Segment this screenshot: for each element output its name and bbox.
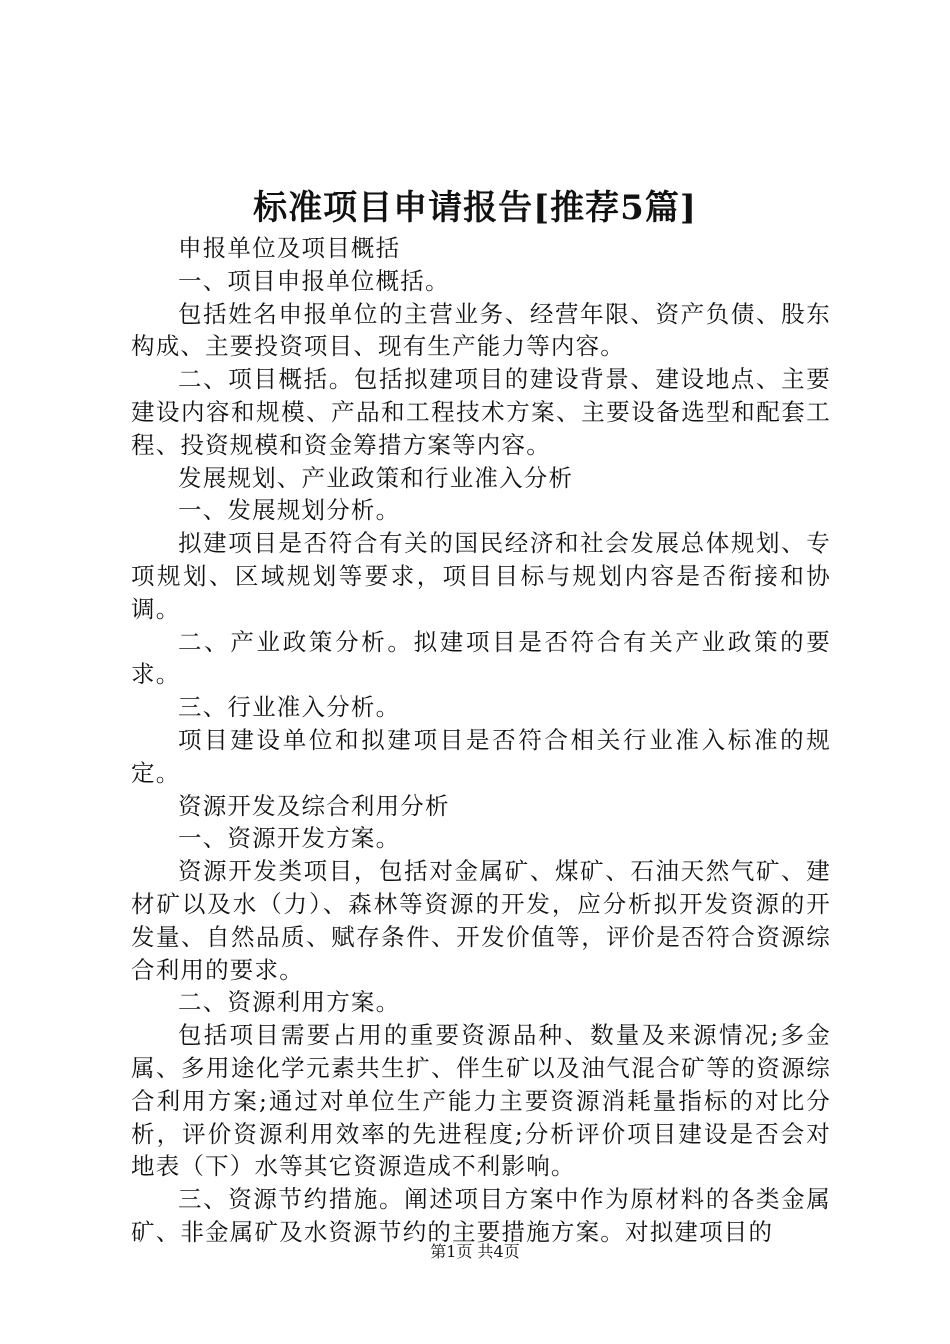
body-paragraph: 资源开发类项目，包括对金属矿、煤矿、石油天然气矿、建材矿以及水（力）、森林等资源的开发，应分析拟开发资源的开发量、自然品质、赋存条件、开发价值等，评价是否符合资源综合利用的要求。: [131, 857, 831, 984]
body-paragraph: 二、产业政策分析。拟建项目是否符合有关产业政策的要求。: [131, 627, 831, 689]
section-heading: 发展规划、产业政策和行业准入分析: [178, 463, 574, 492]
subsection-heading: 一、发展规划分析。: [178, 496, 401, 525]
subsection-heading: 二、资源利用方案。: [178, 988, 401, 1017]
body-paragraph: 包括项目需要占用的重要资源品种、数量及来源情况;多金属、多用途化学元素共生扩、伴生矿以及油气混合矿等的资源综合利用方案;通过对单位生产能力主要资源消耗量指标的对比分析，评价资源利用效率的先进程度;分析评价项目建设是否会对地表（下）水等其它资源造成不利影响。: [131, 1021, 831, 1181]
subsection-heading: 三、行业准入分析。: [178, 693, 401, 722]
body-paragraph: 包括姓名申报单位的主营业务、经营年限、资产负债、股东构成、主要投资项目、现有生产能力等内容。: [131, 299, 831, 361]
section-heading: 申报单位及项目概括: [178, 234, 401, 262]
page-number: 第1页 共4页: [430, 1242, 520, 1261]
subsection-heading: 一、项目申报单位概括。: [178, 266, 450, 295]
document-title: 标准项目申请报告[推荐5篇]: [253, 188, 697, 228]
subsection-heading: 一、资源开发方案。: [178, 824, 401, 853]
body-paragraph: 二、项目概括。包括拟建项目的建设背景、建设地点、主要建设内容和规模、产品和工程技术方案、主要设备选型和配套工程、投资规模和资金筹措方案等内容。: [131, 365, 831, 459]
body-paragraph: 拟建项目是否符合有关的国民经济和社会发展总体规划、专项规划、区域规划等要求，项目目标与规划内容是否衔接和协调。: [131, 529, 831, 623]
body-paragraph: 项目建设单位和拟建项目是否符合相关行业准入标准的规定。: [131, 725, 831, 787]
section-heading: 资源开发及综合利用分析: [178, 791, 450, 820]
document-body: [131, 232, 831, 1249]
body-paragraph: 三、资源节约措施。阐述项目方案中作为原材料的各类金属矿、非金属矿及水资源节约的主要措施方案。对拟建项目的: [131, 1185, 831, 1246]
